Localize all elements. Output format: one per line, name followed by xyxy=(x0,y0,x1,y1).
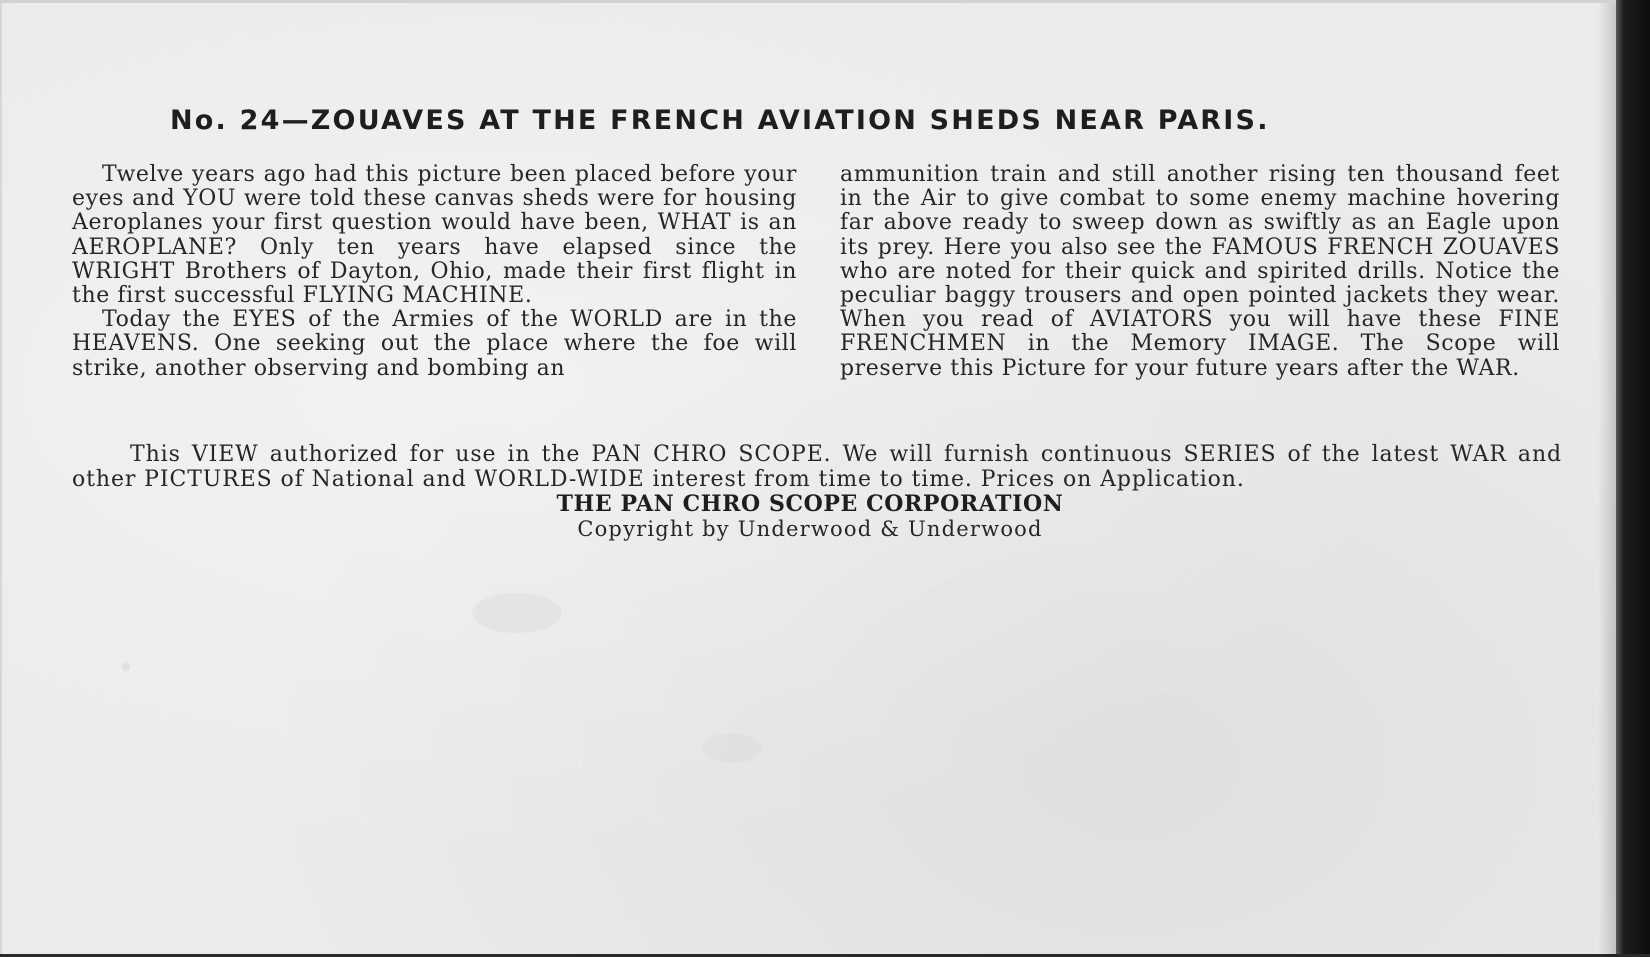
left-paragraph-2: Today the EYES of the Armies of the WORLD are in the HEAVENS. One seeking out the place where the foe will strike, another observing and bombing an xyxy=(72,307,797,381)
card-edge-shadow xyxy=(1598,3,1618,957)
right-text-column xyxy=(840,163,1560,381)
corporation-name: THE PAN CHRO SCOPE CORPORATION xyxy=(556,491,1064,517)
ink-speck xyxy=(122,663,130,671)
card-title: No. 24—ZOUAVES AT THE FRENCH AVIATION SHEDS NEAR PARIS. xyxy=(170,105,1270,136)
paper-stain xyxy=(702,733,762,763)
dark-card-edge xyxy=(1616,0,1650,954)
left-paragraph-1: Twelve years ago had this picture been placed before your eyes and YOU were told these canvas sheds were for housing Aeroplanes your first question would have been, WHAT is an AEROPLANE? Only ten years have elapsed since the WRIGHT Brothers of Dayton, Ohio, made their first flight in the first successful FLYING MACHINE. xyxy=(72,162,797,309)
paper-stain xyxy=(472,593,562,633)
left-text-column xyxy=(72,163,797,381)
authorization-notice: This VIEW authorized for use in the PAN CHRO SCOPE. We will furnish continuous SERIES of the latest WAR and other PICTURES of National and WORLD-WIDE interest from time to time. Prices on Application. xyxy=(72,442,1562,492)
copyright-line: Copyright by Underwood & Underwood xyxy=(577,517,1043,541)
right-paragraph-1: ammunition train and still another rising ten thousand feet in the Air to give combat to some enemy machine hovering far above ready to sweep down as swiftly as an Eagle upon its prey. Here you also see the FAMOUS FRENCH ZOUAVES who are noted for their quick and spirited drills. Notice the peculiar baggy trousers and open pointed jackets they wear. When you read of AVIATORS you will have these FINE FRENCHMEN in the Memory IMAGE. The Scope will preserve this Picture for your future years after the WAR. xyxy=(840,162,1560,381)
